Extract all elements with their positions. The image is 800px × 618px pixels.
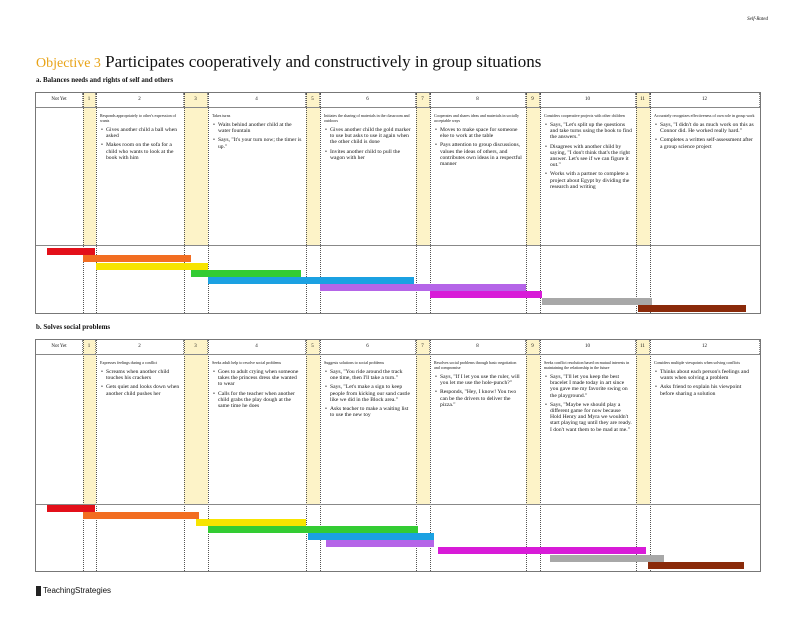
example-item: • Says, "I'll let you keep the best bracelet I made today in art since you gave me my favorite swing on the playground." <box>550 374 632 399</box>
example-item: • Goes to adult crying when someone takes the princess dress she wanted to wear <box>218 369 302 388</box>
column-divider <box>96 93 97 313</box>
column-divider <box>650 340 651 571</box>
progression-bar-magenta <box>430 291 542 298</box>
example-list <box>212 122 302 150</box>
column-header: 12 <box>650 93 760 107</box>
indicator-cell <box>652 358 758 500</box>
progression-bar-yellow <box>196 519 306 526</box>
progression-bar-red <box>47 248 95 255</box>
teaching-strategies-logo-icon <box>36 586 41 596</box>
example-list <box>324 127 412 161</box>
example-item: • Screams when another child touches his crackers <box>106 369 180 381</box>
example-list <box>544 374 632 433</box>
column-divider <box>208 340 209 571</box>
example-list <box>100 369 180 397</box>
column-header: 9 <box>526 93 540 107</box>
indicator-heading: Suggests solutions to social problems <box>324 360 384 365</box>
level-strip <box>83 354 96 504</box>
example-list <box>434 127 522 167</box>
column-header: 10 <box>540 340 636 354</box>
objective-number: Objective 3 <box>36 56 101 71</box>
example-list <box>212 369 302 409</box>
column-header: 5 <box>306 93 320 107</box>
indicator-heading: Seeks conflict resolution based on mutual interests in maintaining the relationship in the future <box>544 360 630 370</box>
example-item: • Says, "Maybe we should play a different game for now because Hold Henry and Myra we wouldn't start playing tag until they are ready. I don't want them to be mad at me." <box>550 402 632 433</box>
indicator-cell <box>210 111 304 241</box>
indicator-cell <box>432 358 524 500</box>
example-item: • Calls for the teacher when another child grabs the play dough at the same time he does <box>218 391 302 410</box>
column-header: 4 <box>208 93 306 107</box>
example-item: • Gets quiet and looks down when another child pushes her <box>106 384 180 396</box>
example-item: • Says, "I didn't do as much work on this as Connor did. He worked really hard." <box>660 122 756 134</box>
column-header: 12 <box>650 340 760 354</box>
indicator-heading: Cooperates and shares ideas and materials in socially acceptable ways <box>434 113 519 123</box>
example-item: • Responds, "Hey, I know! You two can be the drivers to deliver the pizza." <box>440 389 522 408</box>
indicator-heading: Seeks adult help to resolve social problems <box>212 360 282 365</box>
section-a-label: a. Balances needs and rights of self and others <box>36 76 174 84</box>
indicator-cell <box>432 111 524 241</box>
column-divider <box>184 340 185 571</box>
column-divider <box>650 93 651 313</box>
example-list <box>434 374 522 408</box>
indicator-cell <box>542 358 634 500</box>
progression-bar-green <box>208 526 418 533</box>
progression-bar-red <box>47 505 95 512</box>
section-b-label: b. Solves social problems <box>36 323 111 331</box>
indicator-heading: Expresses feelings during a conflict <box>100 360 158 365</box>
level-strip <box>416 107 430 245</box>
column-divider <box>430 93 431 313</box>
indicator-cell <box>322 111 414 241</box>
column-divider <box>306 340 307 571</box>
level-strip <box>526 354 540 504</box>
indicator-cell <box>322 358 414 500</box>
example-item: • Waits behind another child at the water fountain <box>218 122 302 134</box>
column-divider <box>526 340 527 571</box>
example-item: • Gives another child the gold marker to use but asks to use it again when the other child is done <box>330 127 412 146</box>
progression-bar-orange <box>83 255 191 262</box>
bars-divider <box>36 504 760 505</box>
column-header: 5 <box>306 340 320 354</box>
footer-brand <box>36 586 111 596</box>
progression-bar-blue <box>308 533 434 540</box>
header-divider <box>36 107 760 108</box>
indicator-cell <box>98 358 182 500</box>
indicator-cell <box>98 111 182 241</box>
bars-divider <box>36 245 760 246</box>
level-strip <box>636 354 650 504</box>
column-header: 8 <box>430 340 526 354</box>
indicator-heading: Accurately recognizes effectiveness of own role in group work <box>654 113 755 118</box>
column-header: 3 <box>184 93 208 107</box>
level-strip <box>184 107 208 245</box>
example-item: • Moves to make space for someone else to work at the table <box>440 127 522 139</box>
indicator-heading: Considers cooperative projects with other children <box>544 113 625 118</box>
indicator-heading: Initiates the sharing of materials in the classroom and outdoors <box>324 113 410 123</box>
example-item: • Invites another child to pull the wagon with her <box>330 149 412 161</box>
column-divider <box>636 340 637 571</box>
example-list <box>100 127 180 161</box>
column-header: 7 <box>416 340 430 354</box>
indicator-heading: Takes turns <box>212 113 231 118</box>
level-strip <box>83 107 96 245</box>
example-item: • Asks teacher to make a waiting list to use the new toy <box>330 406 412 418</box>
column-header: 4 <box>208 340 306 354</box>
progression-bar-green <box>191 270 301 277</box>
progression-bar-gray <box>550 555 664 562</box>
column-header: 1 <box>83 340 96 354</box>
section-a-grid <box>35 92 761 314</box>
column-header: 2 <box>96 340 184 354</box>
progression-bar-brown <box>638 305 746 312</box>
level-strip <box>306 354 320 504</box>
page-title <box>36 52 541 72</box>
column-divider <box>83 93 84 313</box>
column-header: 7 <box>416 93 430 107</box>
column-header: 2 <box>96 93 184 107</box>
example-item: • Gives another child a ball when asked <box>106 127 180 139</box>
example-list <box>544 122 632 190</box>
column-divider <box>416 93 417 313</box>
column-header: Not Yet <box>36 93 83 107</box>
example-item: • Says, "It's your turn now; the timer is up." <box>218 137 302 149</box>
progression-bar-brown <box>648 562 744 569</box>
indicator-heading: Considers multiple viewpoints when solving conflicts <box>654 360 741 365</box>
column-divider <box>636 93 637 313</box>
example-item: • Thinks about each person's feelings and wants when solving a problem <box>660 369 756 381</box>
progression-bar-yellow <box>96 263 208 270</box>
indicator-heading: Responds appropriately to other's expression of wants <box>100 113 176 123</box>
progression-bar-gray <box>542 298 652 305</box>
column-header: 10 <box>540 93 636 107</box>
example-item: • Works with a partner to complete a project about Egypt by dividing the research and writing <box>550 171 632 190</box>
example-item: • Says, "Let's split up the questions and take turns using the book to find the answers." <box>550 122 632 141</box>
indicator-cell <box>210 358 304 500</box>
level-strip <box>184 354 208 504</box>
column-divider <box>184 93 185 313</box>
footer-brand-text: TeachingStrategies <box>43 586 112 596</box>
header-divider <box>36 354 760 355</box>
column-divider <box>96 340 97 571</box>
progression-bar-orange <box>83 512 199 519</box>
indicator-heading: Resolves social problems through basic negotiation and compromise <box>434 360 517 370</box>
column-header: 8 <box>430 93 526 107</box>
indicator-cell <box>542 111 634 241</box>
example-item: • Completes a written self-assessment after a group science project <box>660 137 756 149</box>
column-header: 3 <box>184 340 208 354</box>
section-b-grid <box>35 339 761 572</box>
column-header: 9 <box>526 340 540 354</box>
objective-text: Participates cooperatively and constructively in group situations <box>105 52 542 71</box>
column-header: Not Yet <box>36 340 83 354</box>
column-header: 6 <box>320 93 416 107</box>
page-tag: Self-Rated <box>747 17 768 22</box>
column-header: 6 <box>320 340 416 354</box>
level-strip <box>416 354 430 504</box>
level-strip <box>526 107 540 245</box>
example-list <box>654 122 756 150</box>
column-divider <box>540 340 541 571</box>
column-divider <box>83 340 84 571</box>
example-list <box>324 369 412 418</box>
level-strip <box>636 107 650 245</box>
progression-bar-purple <box>320 284 526 291</box>
progression-bar-magenta <box>438 547 646 554</box>
example-item: • Pays attention to group discussions, values the ideas of others, and contributes own ideas in a respectful manner <box>440 142 522 167</box>
example-item: • Says, "If I let you use the ruler, will you let me use the hole-punch?" <box>440 374 522 386</box>
indicator-cell <box>652 111 758 241</box>
column-header: 11 <box>636 93 650 107</box>
column-header: 1 <box>83 93 96 107</box>
column-header: 11 <box>636 340 650 354</box>
example-item: • Says, "Let's make a sign to keep people from kicking our sand castle like we did in the Block area." <box>330 384 412 403</box>
progression-bar-purple <box>326 540 434 547</box>
example-item: • Makes room on the sofa for a child who wants to look at the book with him <box>106 142 180 161</box>
level-strip <box>306 107 320 245</box>
example-item: • Asks friend to explain his viewpoint before sharing a solution <box>660 384 756 396</box>
progression-bar-blue <box>208 277 414 284</box>
example-list <box>654 369 756 397</box>
example-item: • Disagrees with another child by saying, "I don't think that's the right answer. Let's see if we can figure it out." <box>550 144 632 169</box>
column-divider <box>526 93 527 313</box>
example-item: • Says, "You ride around the track one time, then I'll take a turn." <box>330 369 412 381</box>
column-divider <box>540 93 541 313</box>
